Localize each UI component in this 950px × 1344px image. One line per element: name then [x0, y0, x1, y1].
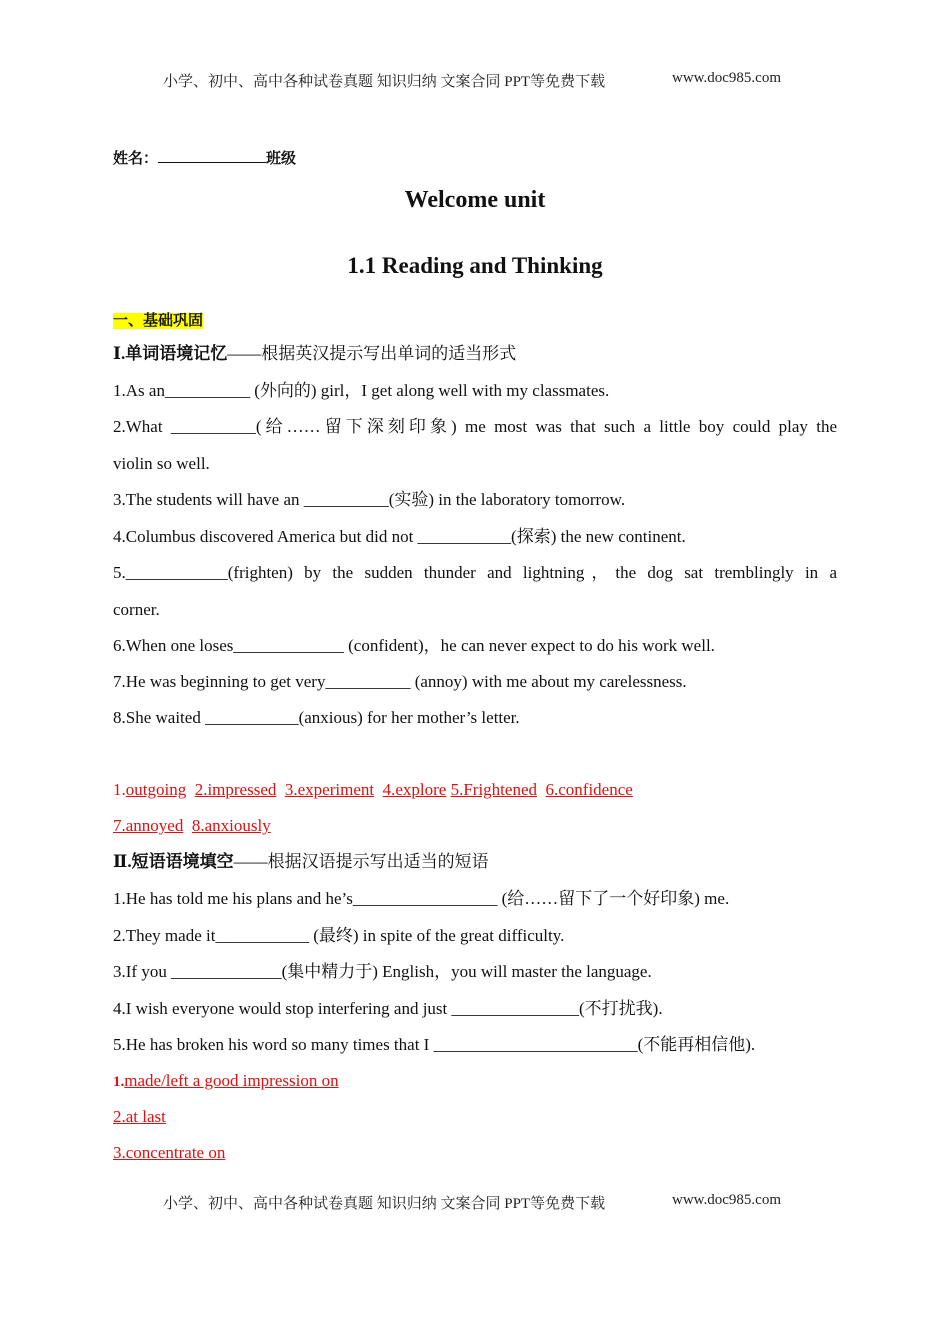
- answer-1: outgoing: [125, 780, 187, 799]
- question-1-5: 5.____________(frighten) by the sudden thunder and lightning，the dog sat tremblingly in a: [113, 563, 837, 582]
- question-1-8: 8.She waited ___________(anxious) for her mother’s letter.: [113, 708, 520, 727]
- page-title: Welcome unit: [404, 187, 546, 213]
- answers-part1-line2: [113, 815, 271, 837]
- question-2-4: 4.I wish everyone would stop interfering and just _______________(不打扰我).: [113, 999, 663, 1018]
- name-blank[interactable]: [158, 148, 266, 163]
- part1-instruction: ——根据英汉提示写出单词的适当形式: [227, 344, 517, 363]
- answer-5: 5.Frightened: [450, 780, 537, 799]
- question-1-4: 4.Columbus discovered America but did not ___________(探索) the new continent.: [113, 527, 686, 546]
- question-1-3: 3.The students will have an __________(实验) in the laboratory tomorrow.: [113, 490, 626, 509]
- part2-title: Ⅱ.短语语境填空: [113, 852, 234, 871]
- answer-4: 4.explore: [382, 780, 447, 799]
- page-subtitle: 1.1 Reading and Thinking: [347, 253, 603, 278]
- header-left-text: 小学、初中、高中各种试卷真题 知识归纳 文案合同 PPT等免费下载: [163, 74, 606, 90]
- answer-number: 1.: [113, 1074, 125, 1090]
- question-2-2: 2.They made it___________ (最终) in spite of the great difficulty.: [113, 926, 565, 945]
- section-heading-text: 一、基础巩固: [113, 313, 204, 329]
- question-1-2-cont: violin so well.: [113, 454, 210, 473]
- part1-title: Ⅰ.单词语境记忆: [113, 344, 228, 363]
- footer-link[interactable]: www.doc985.com: [672, 1192, 782, 1208]
- answer-7: 7.annoyed: [113, 816, 184, 835]
- answers-part2-1: [113, 1070, 339, 1093]
- answer-2-2: 2.at last: [113, 1107, 166, 1126]
- question-1-2: 2.What __________(给……留下深刻印象) me most was that such a little boy could play the: [113, 417, 837, 436]
- name-class-line: [113, 147, 296, 168]
- answers-part2-2: [113, 1106, 166, 1128]
- question-1-1: 1.As an__________ (外向的) girl，I get along well with my classmates.: [113, 381, 610, 400]
- question-1-7: 7.He was beginning to get very__________ (annoy) with me about my carelessness.: [113, 672, 687, 691]
- page-footer: [0, 1192, 950, 1212]
- answers-part2-3: [113, 1142, 225, 1164]
- question-2-5: 5.He has broken his word so many times that I ________________________(不能再相信他).: [113, 1035, 756, 1054]
- part2-heading: [113, 851, 489, 873]
- class-label: 班级: [266, 151, 297, 167]
- answer-2-1: made/left a good impression on: [124, 1071, 339, 1090]
- question-1-5-cont: corner.: [113, 600, 160, 619]
- answer-2: 2.impressed: [194, 780, 277, 799]
- question-2-3: 3.If you _____________(集中精力于) English，you will master the language.: [113, 962, 652, 981]
- part1-heading: [113, 343, 516, 365]
- answer-3: 3.experiment: [284, 780, 375, 799]
- question-2-1: 1.He has told me his plans and he’s_________________ (给……留下了一个好印象) me.: [113, 889, 730, 908]
- answer-number: 1.: [113, 780, 126, 799]
- footer-left-text: 小学、初中、高中各种试卷真题 知识归纳 文案合同 PPT等免费下载: [163, 1196, 606, 1212]
- header-link[interactable]: www.doc985.com: [672, 70, 782, 86]
- answers-part1-line1: [113, 779, 633, 801]
- part2-instruction: ——根据汉语提示写出适当的短语: [233, 852, 489, 871]
- answer-2-3: 3.concentrate on: [113, 1143, 226, 1162]
- name-label: 姓名：: [113, 151, 159, 167]
- question-1-6: 6.When one loses_____________ (confident)，he can never expect to do his work well.: [113, 636, 715, 655]
- page-header: [0, 70, 950, 90]
- answer-8: 8.anxiously: [191, 816, 271, 835]
- section-heading: [113, 309, 203, 330]
- answer-6: 6.confidence: [545, 780, 633, 799]
